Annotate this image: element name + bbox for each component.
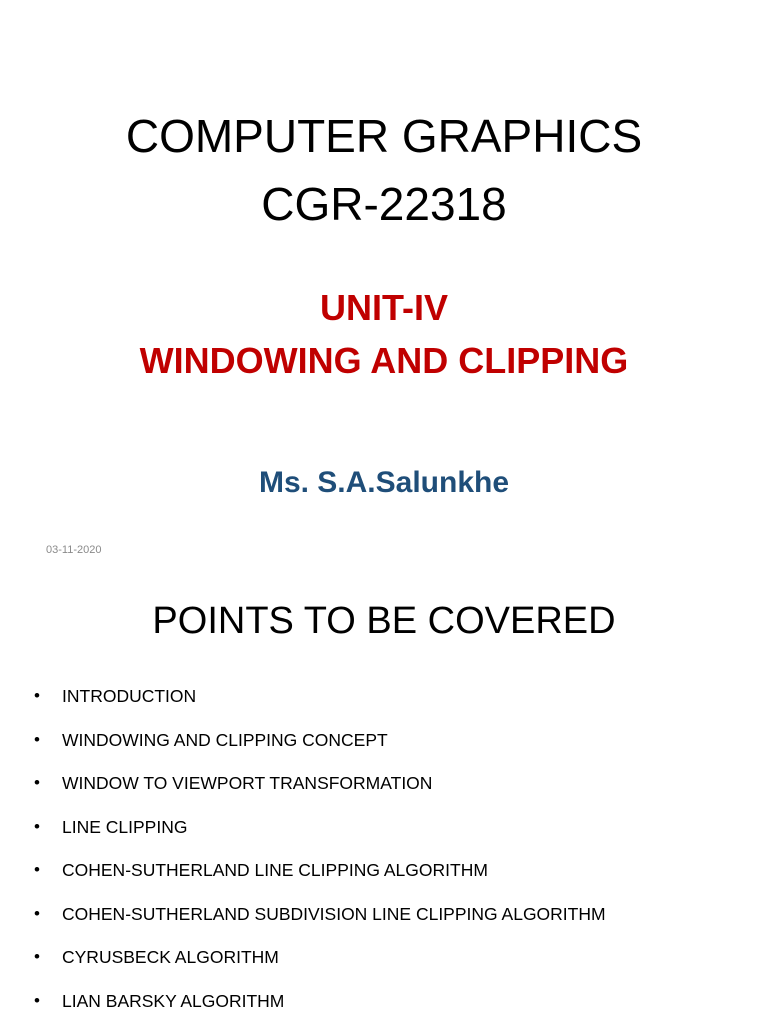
list-item-label: COHEN-SUTHERLAND SUBDIVISION LINE CLIPPING ALGORITHM (62, 903, 606, 924)
bullet-icon: • (34, 729, 40, 749)
bullet-icon: • (34, 686, 40, 705)
bullet-icon: • (34, 816, 40, 836)
bullet-icon: • (34, 903, 40, 923)
contents-slide (0, 570, 768, 1024)
list-item-label: LIAN BARSKY ALGORITHM (62, 990, 285, 1011)
list-item-label: CYRUSBECK ALGORITHM (62, 947, 279, 967)
list-item-label: INTRODUCTION (62, 686, 197, 706)
bullet-icon: • (34, 990, 40, 1010)
slide-date: 03-11-2020 (46, 544, 102, 556)
bullet-icon: • (34, 947, 40, 966)
contents-heading: POINTS TO BE COVERED (152, 600, 616, 642)
list-item-label: WINDOWING AND CLIPPING CONCEPT (62, 729, 388, 750)
author-name: Ms. S.A.Salunkhe (258, 466, 510, 499)
unit-label: UNIT-IV (319, 287, 448, 328)
unit-topic: WINDOWING AND CLIPPING (139, 340, 629, 381)
slide-title-line-2: CGR-22318 (261, 178, 507, 230)
list-item-label: COHEN-SUTHERLAND LINE CLIPPING ALGORITHM (62, 860, 488, 880)
bullet-icon: • (34, 773, 40, 792)
list-item-label: LINE CLIPPING (62, 816, 188, 837)
bullet-icon: • (34, 860, 40, 879)
list-item-label: WINDOW TO VIEWPORT TRANSFORMATION (62, 773, 433, 793)
slide-title-line-1: COMPUTER GRAPHICS (125, 110, 643, 162)
